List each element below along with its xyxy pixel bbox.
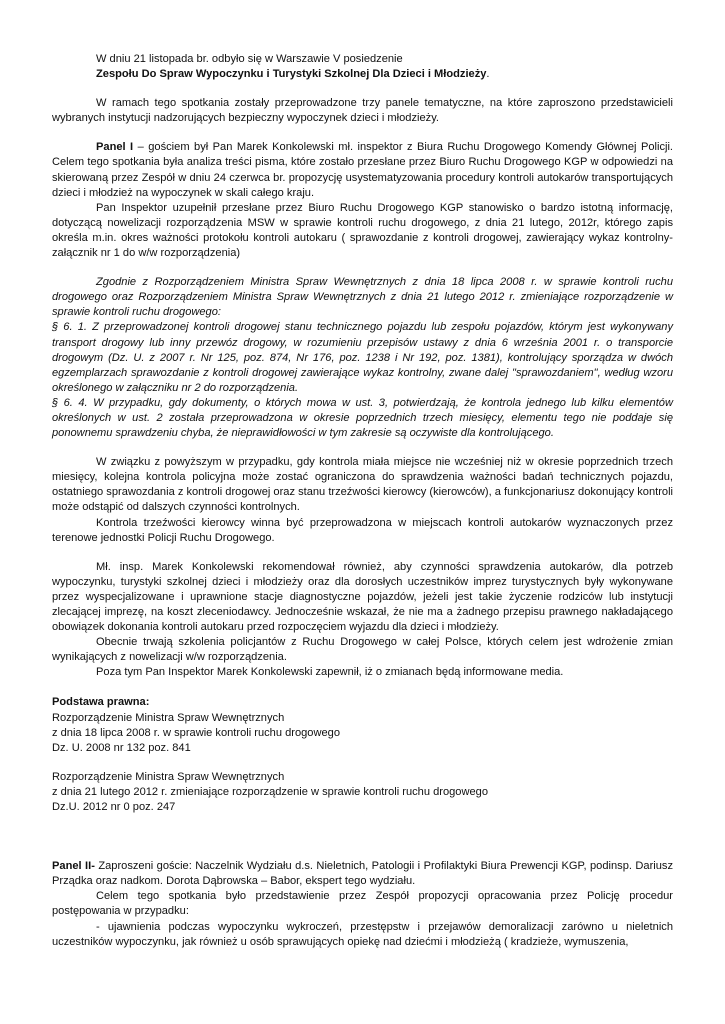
regulation-quote-intro: Zgodnie z Rozporządzeniem Ministra Spraw Wewnętrznych z dnia 18 lipca 2008 r. w sprawie kontroli ruchu drogowego oraz Rozporządzeniem Ministra Spraw Wewnętrznych z dnia 21 lutego 2012 r. zmieniające rozporządzenie w sprawie kontroli ruchu drogowego:	[52, 276, 673, 319]
panel-1-paragraph-6: Obecnie trwają szkolenia policjantów z Ruchu Drogowego w całej Polsce, których celem jest wdrożenie zmian wynikających z nowelizacji w/w rozporządzenia.	[52, 636, 673, 664]
legal-basis-a-line-3: Dz. U. 2008 nr 132 poz. 841	[52, 741, 191, 754]
panel-2-list-item: - ujawnienia podczas wypoczynku wykroczeń, przestępstw i przejawów demoralizacji zarówno u nieletnich uczestników wypoczynku, jak również u osób sprawujących opiekę nad dziećmi i młodzieżą ( kradzieże, wymuszenia,	[52, 920, 673, 948]
panel-2-paragraph-1: Panel II- Zaproszeni goście: Naczelnik Wydziału d.s. Nieletnich, Patologii i Profilaktyki Biura Prewencji KGP, podinsp. Dariusz Prządka oraz nadkom. Dorota Dąbrowska – Babor, ekspert tego wydziału.	[52, 860, 673, 888]
legal-basis-b-line-1: Rozporządzenie Ministra Spraw Wewnętrznych	[52, 770, 285, 783]
panel-2-paragraph-2: Celem tego spotkania było przedstawienie przez Zespół propozycji opracowania przez Policję procedur postępowania w przypadku:	[52, 890, 673, 918]
regulation-quote-6-1: § 6. 1. Z przeprowadzonej kontroli drogowej stanu technicznego pojazdu lub zespołu pojazdów, którym jest wykonywany transport drogowy lub inny przewóz drogowy, w rozumieniu przepisów ustawy z dnia 6 września 2001 r. o transporcie drogowym (Dz. U. z 2007 r. Nr 125, poz. 874, Nr 176, poz. 1238 i Nr 192, poz. 1381), kontrolujący sporządza w dwóch egzemplarzach sprawozdanie z kontroli drogowej zawierające wykaz kontrolny, zwane dalej "sprawozdaniem", według wzoru określonego w załączniku nr 2 do rozporządzenia.	[52, 321, 673, 394]
panel-1-paragraph-1: Panel I – gościem był Pan Marek Konkolewski mł. inspektor z Biura Ruchu Drogowego Komendy Głównej Policji. Celem tego spotkania była analiza treści pisma, które zostało przesłane przez Biuro Ruchu Drogowego KGP w odpowiedzi na skierowaną przez Zespół w dniu 24 czerwca br. propozycję usystematyzowania procedury kontroli autokarów transportujących dzieci i młodzież na wypoczynek w skali całego kraju.	[52, 141, 674, 199]
legal-basis-a-line-2: z dnia 18 lipca 2008 r. w sprawie kontroli ruchu drogowego	[52, 726, 340, 739]
intro-line-2	[52, 67, 673, 82]
committee-name: Zespołu Do Spraw Wypoczynku i Turystyki Szkolnej Dla Dzieci i Młodzieży	[96, 68, 487, 81]
legal-basis-b-line-2: z dnia 21 lutego 2012 r. zmieniające rozporządzenie w sprawie kontroli ruchu drogowego	[52, 785, 488, 798]
panel-1-paragraph-4: Kontrola trzeźwości kierowcy winna być przeprowadzona w miejscach kontroli autokarów wyznaczonych przez terenowe jednostki Policji Ruchu Drogowego.	[52, 516, 673, 544]
intro-paragraph: W ramach tego spotkania zostały przeprowadzone trzy panele tematyczne, na które zaproszono przedstawicieli wybranych instytucji nadzorujących bezpieczny wypoczynek dzieci i młodzieży.	[52, 97, 673, 125]
panel-2-label: Panel II-	[52, 860, 95, 873]
panel-1-label: Panel I	[96, 141, 134, 154]
regulation-quote-6-4: § 6. 4. W przypadku, gdy dokumenty, o których mowa w ust. 3, potwierdzają, że kontrola jednego lub kilku elementów określonych w ust. 2 została przeprowadzona w okresie poprzednich trzech miesięcy, elementu tego nie poddaje się ponownemu sprawdzeniu chyba, że nieprawidłowości w tym zakresie są oczywiste dla kontrolującego.	[52, 396, 673, 440]
legal-basis-b-line-3: Dz.U. 2012 nr 0 poz. 247	[52, 801, 176, 814]
document-page	[52, 52, 673, 950]
committee-name-end: .	[486, 68, 490, 81]
panel-1-paragraph-7: Poza tym Pan Inspektor Marek Konkolewski zapewnił, iż o zmianach będą informowane media.	[96, 666, 564, 679]
legal-basis-a-line-1: Rozporządzenie Ministra Spraw Wewnętrznych	[52, 711, 285, 724]
panel-1-paragraph-2: Pan Inspektor uzupełnił przesłane przez Biuro Ruchu Drogowego KGP stanowisko o bardzo istotną informację, dotyczącą nowelizacji rozporządzenia MSW w sprawie kontroli ruchu drogowego, z dnia 21 lutego, 2012r, którego zapis określa m.in. okres ważności protokołu kontroli autokaru ( sprawozdanie z kontroli drogowej, zawierający wykaz kontrolny- załącznik nr 1 do w/w rozporządzenia)	[52, 201, 673, 260]
panel-1-paragraph-3: W związku z powyższym w przypadku, gdy kontrola miała miejsce nie wcześniej niż w okresie poprzednich trzech miesięcy, kolejna kontrola policyjna może zostać ograniczona do sprawdzenia ważności badań technicznych pojazdu, ostatniego sprawozdania z kontroli drogowej oraz stanu trzeźwości kierowcy (kierowców), a funkcjonariusz dokonujący kontroli może odstąpić od dalszych czynności kontrolnych.	[52, 456, 673, 514]
legal-basis-heading: Podstawa prawna:	[52, 696, 150, 709]
panel-1-paragraph-5: Mł. insp. Marek Konkolewski rekomendował również, aby czynności sprawdzenia autokarów, dla potrzeb wypoczynku, turystyki szkolnej dzieci i młodzieży oraz dla dorosłych uczestników imprez turystycznych były wykonywane przez wyspecjalizowane i uprawnione stacje diagnostyczne pojazdów, jeżeli jest takie życzenie rodziców lub instytucji zlecającej imprezę, na koszt zleceniodawcy. Jednocześnie wskazał, że nie ma a żadnego przepisu prawnego nakładającego obowiązek dokonania kontroli autokaru przed rozpoczęciem wyjazdu dla dzieci i młodzieży.	[52, 560, 673, 634]
intro-line-1: W dniu 21 listopada br. odbyło się w Warszawie V posiedzenie	[96, 53, 403, 65]
